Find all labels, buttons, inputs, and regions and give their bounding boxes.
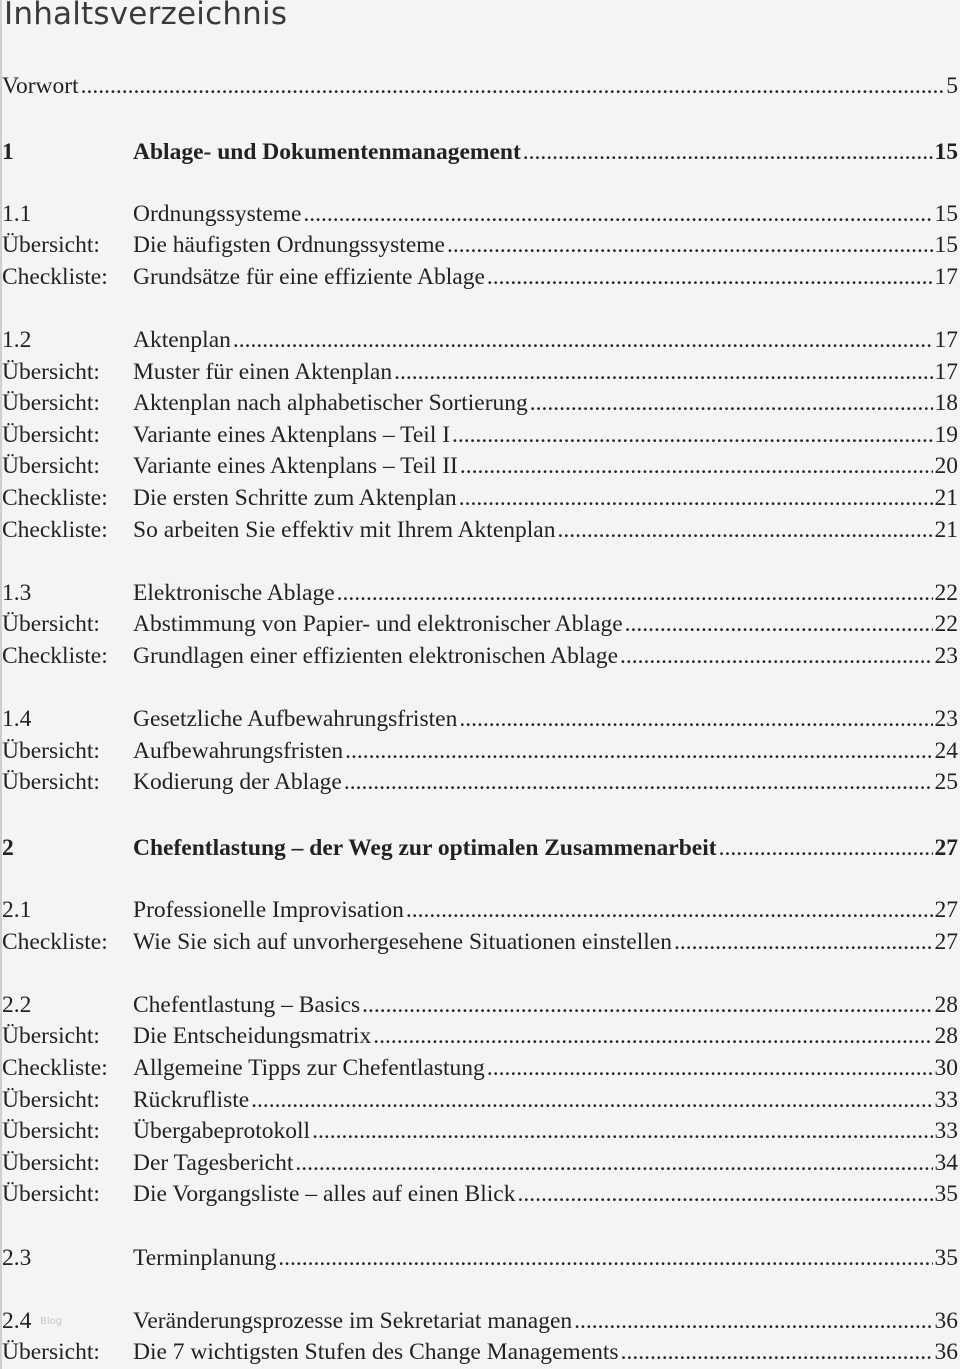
toc-entry[interactable] — [2, 515, 958, 547]
toc-entry-number: Übersicht: — [2, 358, 100, 385]
toc-entry-title: Aufbewahrungsfristen — [133, 737, 344, 764]
dot-leader — [312, 1116, 932, 1148]
toc-entry-page: 27 — [934, 835, 958, 862]
toc-entry[interactable] — [2, 230, 958, 262]
toc-entry-number: Übersicht: — [2, 769, 100, 796]
toc-entry-number: Übersicht: — [2, 1149, 100, 1176]
toc-entry[interactable] — [2, 1148, 958, 1180]
toc-entry[interactable] — [2, 641, 958, 673]
toc-entry-page: 15 — [934, 200, 958, 227]
toc-entry-number: 2.1 — [2, 897, 32, 924]
toc-entry-title: Die Entscheidungsmatrix — [133, 1023, 372, 1050]
toc-entry[interactable] — [2, 71, 958, 103]
dot-leader — [373, 1021, 932, 1053]
toc-entry[interactable] — [2, 137, 958, 169]
toc-entry-page: 15 — [934, 139, 958, 166]
toc-entry-number: Checkliste: — [2, 928, 108, 955]
toc-entry-title: Professionelle Improvisation — [133, 897, 404, 924]
dot-leader — [674, 927, 933, 959]
dot-leader — [517, 1179, 932, 1211]
dot-leader — [251, 1085, 932, 1117]
toc-entry[interactable] — [2, 609, 958, 641]
toc-entry-number: 1.2 — [2, 327, 32, 354]
toc-entry-number: Übersicht: — [2, 737, 100, 764]
toc-entry-page: 28 — [934, 1023, 958, 1050]
toc-entry-number: Checkliste: — [2, 1055, 108, 1082]
toc-entry-page: 35 — [934, 1181, 958, 1208]
toc-entry-number: Checkliste: — [2, 485, 108, 512]
toc-entry-title: Elektronische Ablage — [133, 579, 335, 606]
page-title: Inhaltsverzeichnis — [4, 0, 288, 32]
dot-leader — [344, 767, 933, 799]
dot-leader — [406, 895, 933, 927]
toc-entry-number: 1.3 — [2, 579, 32, 606]
dot-leader — [362, 990, 932, 1022]
toc-entry[interactable] — [2, 990, 958, 1022]
toc-entry[interactable] — [2, 927, 958, 959]
dot-leader — [452, 420, 932, 452]
table-of-contents — [2, 71, 958, 1369]
toc-entry-number: 1.4 — [2, 706, 32, 733]
toc-entry-title: Muster für einen Aktenplan — [133, 358, 393, 385]
toc-entry-title: Grundsätze für eine effiziente Ablage — [133, 263, 485, 290]
toc-entry-page: 18 — [934, 390, 958, 417]
dot-leader — [620, 641, 932, 673]
toc-entry-number: Checkliste: — [2, 643, 108, 669]
toc-entry-title: Variante eines Aktenplans – Teil II — [133, 453, 458, 480]
toc-entry[interactable] — [2, 767, 958, 799]
dot-leader — [394, 357, 932, 389]
toc-entry-number: Übersicht: — [2, 1181, 100, 1208]
toc-entry-page: 36 — [934, 1307, 958, 1334]
toc-entry-page: 35 — [934, 1244, 958, 1271]
toc-entry-page: 20 — [934, 453, 958, 480]
toc-entry-number: Übersicht: — [2, 453, 100, 480]
toc-entry-title: Die häufigsten Ordnungssysteme — [133, 232, 445, 259]
toc-entry-page: 17 — [934, 327, 958, 354]
toc-entry[interactable] — [2, 704, 958, 736]
toc-entry-number: 2.3 — [2, 1244, 32, 1271]
dot-leader — [447, 230, 933, 262]
toc-entry-number: Übersicht: — [2, 1086, 100, 1113]
toc-entry-page: 22 — [934, 611, 958, 638]
dot-leader — [719, 833, 933, 865]
toc-entry-title: Aktenplan nach alphabetischer Sortierung — [133, 390, 528, 417]
toc-entry-number: 1.1 — [2, 200, 32, 227]
toc-entry-number: Übersicht: — [2, 1023, 100, 1050]
toc-entry-number: Übersicht: — [2, 611, 100, 638]
toc-entry-number: Übersicht: — [2, 1339, 100, 1366]
toc-entry-title: Veränderungsprozesse im Sekretariat managen — [133, 1307, 573, 1334]
dot-leader — [337, 578, 933, 610]
toc-entry[interactable] — [2, 1179, 958, 1211]
dot-leader — [621, 1337, 933, 1369]
toc-entry-page: 23 — [934, 643, 958, 669]
dot-leader — [303, 199, 932, 231]
toc-entry-page: 33 — [934, 1118, 958, 1145]
toc-entry[interactable] — [2, 1116, 958, 1148]
toc-entry-number: Übersicht: — [2, 232, 100, 259]
toc-entry-page: 33 — [934, 1086, 958, 1113]
toc-entry-number: Übersicht: — [2, 421, 100, 448]
toc-entry-title: Chefentlastung – der Weg zur optimalen Zusammenarbeit — [133, 835, 717, 862]
toc-entry[interactable] — [2, 388, 958, 420]
toc-entry-page: 36 — [934, 1339, 958, 1366]
dot-leader — [625, 609, 933, 641]
toc-entry-title: Die ersten Schritte zum Aktenplan — [133, 485, 457, 512]
toc-entry-page: 21 — [934, 516, 958, 543]
toc-entry-number: 2.4 — [2, 1307, 32, 1334]
toc-entry[interactable] — [2, 1085, 958, 1117]
toc-entry-title: Variante eines Aktenplans – Teil I — [133, 421, 451, 448]
toc-entry-title: Der Tagesbericht — [133, 1149, 294, 1176]
toc-entry-page: 17 — [934, 263, 958, 290]
toc-entry-page: 19 — [934, 421, 958, 448]
toc-entry-number: Übersicht: — [2, 390, 100, 417]
toc-entry-page: 21 — [934, 485, 958, 512]
toc-entry[interactable] — [2, 895, 958, 927]
toc-entry-title: Grundlagen einer effizienten elektronischen Ablage — [133, 643, 619, 669]
toc-entry[interactable] — [2, 262, 958, 294]
toc-entry-page: 24 — [934, 737, 958, 764]
toc-entry[interactable] — [2, 357, 958, 389]
toc-entry[interactable] — [2, 1306, 958, 1338]
toc-entry-page: 25 — [934, 769, 958, 796]
toc-entry[interactable] — [2, 833, 958, 865]
toc-entry[interactable] — [2, 1243, 958, 1275]
toc-entry-page: 22 — [934, 579, 958, 606]
toc-entry-title: Gesetzliche Aufbewahrungsfristen — [133, 706, 458, 733]
dot-leader — [557, 515, 932, 547]
toc-entry-page: 28 — [934, 991, 958, 1018]
toc-entry[interactable] — [2, 1337, 958, 1369]
toc-entry-page: 30 — [934, 1055, 958, 1082]
toc-entry-number: 2 — [2, 835, 14, 862]
toc-entry-number: Checkliste: — [2, 516, 108, 543]
toc-entry-title: Wie Sie sich auf unvorhergesehene Situationen einstellen — [133, 928, 672, 955]
dot-leader — [278, 1243, 932, 1275]
toc-entry-title: Die 7 wichtigsten Stufen des Change Managements — [133, 1339, 619, 1366]
toc-entry[interactable] — [2, 199, 958, 231]
toc-entry[interactable] — [2, 1021, 958, 1053]
toc-entry-page: 15 — [934, 232, 958, 259]
toc-entry[interactable] — [2, 451, 958, 483]
toc-entry-number: Checkliste: — [2, 263, 108, 290]
toc-entry-title: Abstimmung von Papier- und elektronischer Ablage — [133, 611, 623, 638]
toc-entry-title: Ablage- und Dokumentenmanagement — [133, 139, 521, 166]
dot-leader — [530, 388, 933, 420]
toc-entry-title: Terminplanung — [133, 1244, 277, 1271]
toc-entry[interactable] — [2, 1053, 958, 1085]
toc-entry-title: Aktenplan — [133, 327, 231, 354]
toc-entry[interactable] — [2, 736, 958, 768]
dot-leader — [487, 1053, 933, 1085]
dot-leader — [460, 451, 933, 483]
dot-leader — [233, 325, 933, 357]
toc-entry-page: 23 — [934, 706, 958, 733]
toc-entry[interactable] — [2, 420, 958, 452]
toc-entry-title: Kodierung der Ablage — [133, 769, 342, 796]
dot-leader — [459, 704, 932, 736]
toc-entry-number: 1 — [2, 139, 14, 166]
toc-entry-page: 5 — [946, 73, 958, 99]
toc-entry[interactable] — [2, 325, 958, 357]
toc-entry-title: Vorwort — [2, 73, 79, 99]
toc-entry-number: 2.2 — [2, 991, 32, 1018]
toc-entry-title: Ordnungssysteme — [133, 200, 302, 227]
toc-entry-title: Allgemeine Tipps zur Chefentlastung — [133, 1055, 485, 1082]
toc-entry-page: 17 — [934, 358, 958, 385]
toc-entry-number: Übersicht: — [2, 1118, 100, 1145]
toc-entry[interactable] — [2, 578, 958, 610]
dot-leader — [459, 483, 933, 515]
dot-leader — [574, 1306, 932, 1338]
toc-entry[interactable] — [2, 483, 958, 515]
toc-entry-title: Die Vorgangsliste – alles auf einen Blick — [133, 1181, 516, 1208]
dot-leader — [345, 736, 932, 768]
toc-entry-title: Chefentlastung – Basics — [133, 991, 361, 1018]
toc-entry-page: 27 — [934, 897, 958, 924]
toc-entry-page: 34 — [934, 1149, 958, 1176]
watermark: Blog — [40, 1316, 63, 1327]
dot-leader — [523, 137, 933, 169]
toc-entry-page: 27 — [934, 928, 958, 955]
toc-entry-title: Übergabeprotokoll — [133, 1118, 311, 1145]
dot-leader — [81, 71, 945, 103]
dot-leader — [487, 262, 933, 294]
dot-leader — [295, 1148, 932, 1180]
toc-entry-title: So arbeiten Sie effektiv mit Ihrem Aktenplan — [133, 516, 556, 543]
toc-entry-title: Rückrufliste — [133, 1086, 250, 1113]
